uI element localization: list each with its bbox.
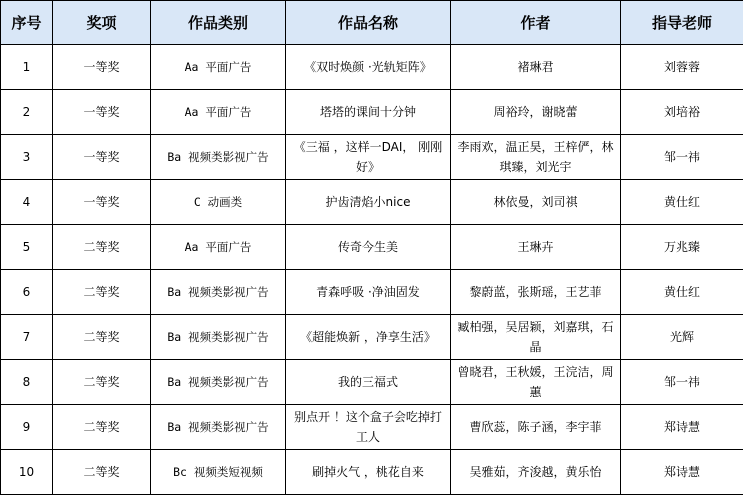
table-row — [1, 270, 743, 315]
cell-authors: 林依曼，刘司祺 — [451, 180, 621, 225]
header-row — [1, 1, 743, 45]
cell-advisor: 邹一祎 — [621, 135, 743, 180]
cell-title: 《超能焕新 ，净享生活》 — [286, 315, 451, 360]
cell-award: 二等奖 — [53, 405, 151, 450]
cell-advisor: 黄仕红 — [621, 180, 743, 225]
cell-index: 2 — [1, 90, 53, 135]
cell-authors: 李雨欢，温正昊，王梓俨，林琪臻，刘光宇 — [451, 135, 621, 180]
cell-index: 4 — [1, 180, 53, 225]
cell-category: Bc 视频类短视频 — [151, 450, 286, 495]
cell-title: 传奇今生美 — [286, 225, 451, 270]
cell-title: 《三福 ，这样一DAI， 刚刚好》 — [286, 135, 451, 180]
cell-advisor: 郑诗慧 — [621, 450, 743, 495]
table-header — [1, 1, 743, 45]
cell-authors: 王琳卉 — [451, 225, 621, 270]
cell-award: 二等奖 — [53, 450, 151, 495]
cell-advisor: 刘培裕 — [621, 90, 743, 135]
cell-advisor: 邹一祎 — [621, 360, 743, 405]
cell-category: Ba 视频类影视广告 — [151, 360, 286, 405]
cell-advisor: 黄仕红 — [621, 270, 743, 315]
cell-title: 《双时焕颜 ·光轨矩阵》 — [286, 45, 451, 90]
table-row — [1, 90, 743, 135]
cell-category: Aa 平面广告 — [151, 225, 286, 270]
table-row — [1, 135, 743, 180]
cell-index: 3 — [1, 135, 53, 180]
cell-award: 二等奖 — [53, 225, 151, 270]
cell-advisor: 光辉 — [621, 315, 743, 360]
table-row — [1, 45, 743, 90]
cell-index: 9 — [1, 405, 53, 450]
header-advisor: 指导老师 — [621, 1, 743, 45]
cell-title: 塔塔的课间十分钟 — [286, 90, 451, 135]
header-award: 奖项 — [53, 1, 151, 45]
cell-category: Ba 视频类影视广告 — [151, 270, 286, 315]
cell-advisor: 郑诗慧 — [621, 405, 743, 450]
cell-award: 二等奖 — [53, 360, 151, 405]
cell-award: 一等奖 — [53, 180, 151, 225]
cell-award: 二等奖 — [53, 315, 151, 360]
cell-advisor: 刘蓉蓉 — [621, 45, 743, 90]
header-category: 作品类别 — [151, 1, 286, 45]
cell-authors: 吴雅茹，齐浚越，黄乐怡 — [451, 450, 621, 495]
cell-index: 5 — [1, 225, 53, 270]
cell-index: 6 — [1, 270, 53, 315]
cell-authors: 曹欣蕊，陈子涵，李宇菲 — [451, 405, 621, 450]
cell-category: Ba 视频类影视广告 — [151, 405, 286, 450]
cell-award: 一等奖 — [53, 45, 151, 90]
cell-index: 1 — [1, 45, 53, 90]
cell-award: 二等奖 — [53, 270, 151, 315]
table-row — [1, 225, 743, 270]
cell-authors: 周裕玲，谢晓蕾 — [451, 90, 621, 135]
cell-index: 10 — [1, 450, 53, 495]
cell-award: 一等奖 — [53, 90, 151, 135]
cell-title: 护齿清焰小nice — [286, 180, 451, 225]
cell-title: 青森呼吸 ·净油固发 — [286, 270, 451, 315]
header-title: 作品名称 — [286, 1, 451, 45]
cell-title: 刷掉火气 ，桃花自来 — [286, 450, 451, 495]
cell-advisor: 万兆臻 — [621, 225, 743, 270]
cell-title: 我的三福式 — [286, 360, 451, 405]
header-authors: 作者 — [451, 1, 621, 45]
header-index: 序号 — [1, 1, 53, 45]
cell-award: 一等奖 — [53, 135, 151, 180]
cell-category: Ba 视频类影视广告 — [151, 315, 286, 360]
cell-authors: 臧柏强，吴居颖，刘嘉琪，石晶 — [451, 315, 621, 360]
table-row — [1, 180, 743, 225]
table-body — [1, 45, 743, 495]
cell-category: Aa 平面广告 — [151, 45, 286, 90]
cell-authors: 曾晓君，王秋媛，王浣洁，周蕙 — [451, 360, 621, 405]
cell-index: 8 — [1, 360, 53, 405]
table-row — [1, 405, 743, 450]
cell-category: Ba 视频类影视广告 — [151, 135, 286, 180]
table-row — [1, 315, 743, 360]
cell-category: C 动画类 — [151, 180, 286, 225]
cell-title: 别点开 ！这个盒子会吃掉打工人 — [286, 405, 451, 450]
cell-index: 7 — [1, 315, 53, 360]
cell-category: Aa 平面广告 — [151, 90, 286, 135]
cell-authors: 黎蔚蓝，张斯瑶，王艺菲 — [451, 270, 621, 315]
table-row — [1, 360, 743, 405]
cell-authors: 褚琳君 — [451, 45, 621, 90]
table-row — [1, 450, 743, 495]
